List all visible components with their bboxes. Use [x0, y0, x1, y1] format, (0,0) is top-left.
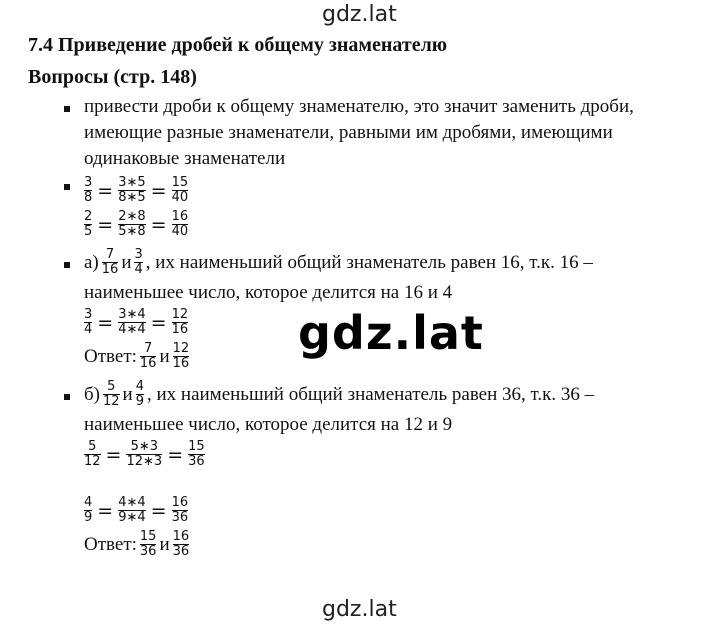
q4-equation-1: $\frac{5}{12}$ = $\frac{5∗3}{12∗3}$ = $\frac{15}{36}$ [84, 439, 205, 469]
watermark-center: gdz.lat [298, 306, 484, 360]
bullet-4 [64, 394, 70, 400]
fraction: $\frac{5}{12}$ [103, 379, 120, 409]
q1-line-3: одинаковые знаменатели [84, 148, 286, 169]
fraction: $\frac{15}{36}$ [188, 439, 205, 469]
watermark-bottom: gdz.lat [322, 597, 397, 622]
fraction: $\frac{4}{9}$ [135, 379, 144, 409]
q4-equation-2: $\frac{4}{9}$ = $\frac{4∗4}{9∗4}$ = $\frac{16}{36}$ [84, 495, 189, 525]
fraction: $\frac{7}{16}$ [101, 247, 119, 277]
fraction: $\frac{3}{4}$ [134, 247, 143, 277]
section-heading: 7.4 Приведение дробей к общему знаменателю [28, 34, 448, 56]
fraction: $\frac{3∗4}{4∗4}$ [118, 307, 146, 337]
fraction: $\frac{5}{12}$ [84, 439, 101, 469]
q4-line-1: б) $\frac{5}{12}$ и $\frac{4}{9}$ , их наименьший общий знаменатель равен 36, т.к. 36 – [84, 379, 595, 409]
q1-line-1: привести дроби к общему знаменателю, это значит заменить дроби, [84, 96, 634, 117]
fraction: $\frac{15}{36}$ [139, 529, 157, 559]
fraction: $\frac{16}{36}$ [172, 529, 190, 559]
fraction: $\frac{2∗8}{5∗8}$ [118, 209, 146, 239]
fraction: $\frac{4}{9}$ [84, 495, 93, 525]
fraction: $\frac{3}{8}$ [84, 175, 93, 205]
q2-equation-1: $\frac{3}{8}$ = $\frac{3∗5}{8∗5}$ = $\frac{15}{40}$ [84, 175, 189, 205]
questions-heading: Вопросы (стр. 148) [28, 66, 197, 88]
q4-answer: Ответ: $\frac{15}{36}$ и $\frac{16}{36}$ [84, 529, 190, 559]
fraction: $\frac{3}{4}$ [84, 307, 93, 337]
q2-equation-2: $\frac{2}{5}$ = $\frac{2∗8}{5∗8}$ = $\frac{16}{40}$ [84, 209, 189, 239]
fraction: $\frac{12}{16}$ [171, 307, 189, 337]
fraction: $\frac{15}{40}$ [171, 175, 189, 205]
fraction: $\frac{5∗3}{12∗3}$ [126, 439, 163, 469]
q1-line-2: имеющие разные знаменатели, равными им дробями, имеющими [84, 122, 613, 143]
q3-line-1: а) $\frac{7}{16}$ и $\frac{3}{4}$ , их наименьший общий знаменатель равен 16, т.к. 16 – [84, 247, 593, 277]
q3-line-2: наименьшее число, которое делится на 16 и 4 [84, 282, 453, 303]
fraction: $\frac{4∗4}{9∗4}$ [118, 495, 146, 525]
bullet-2 [64, 184, 70, 190]
bullet-3 [64, 262, 70, 268]
fraction: $\frac{7}{16}$ [139, 341, 157, 371]
q3-equation: $\frac{3}{4}$ = $\frac{3∗4}{4∗4}$ = $\frac{12}{16}$ [84, 307, 189, 337]
fraction: $\frac{16}{36}$ [171, 495, 189, 525]
q3-answer: Ответ: $\frac{7}{16}$ и $\frac{12}{16}$ [84, 341, 190, 371]
fraction: $\frac{2}{5}$ [84, 209, 93, 239]
fraction: $\frac{16}{40}$ [171, 209, 189, 239]
fraction: $\frac{3∗5}{8∗5}$ [118, 175, 146, 205]
watermark-top: gdz.lat [322, 2, 397, 27]
fraction: $\frac{12}{16}$ [172, 341, 190, 371]
bullet-1 [64, 106, 70, 112]
q4-line-2: наименьшее число, которое делится на 12 и 9 [84, 414, 453, 435]
